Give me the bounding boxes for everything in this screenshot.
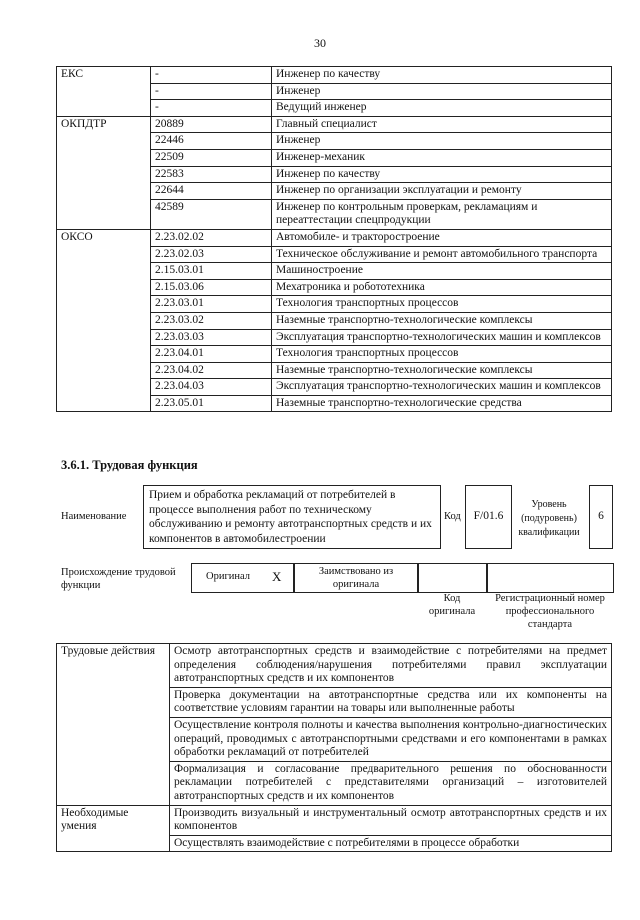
group-title: Технология транспортных процессов — [272, 346, 612, 363]
level-label: Уровень (подуровень) квалификации — [518, 499, 580, 538]
group-code: 22509 — [151, 149, 272, 166]
required-skill: Производить визуальный и инструментальный осмотр автотранспортных средств и их компонентов — [170, 805, 612, 835]
group-code: - — [151, 83, 272, 100]
details-row — [57, 805, 612, 835]
group-code: 2.23.04.03 — [151, 379, 272, 396]
group-title: Наземные транспортно-технологические комплексы — [272, 312, 612, 329]
group-code: 2.23.02.03 — [151, 246, 272, 263]
group-code: - — [151, 67, 272, 84]
group-name: ОКСО — [57, 229, 151, 412]
group-title: Мехатроника и робототехника — [272, 279, 612, 296]
origin-label: Происхождение трудовой функции — [61, 567, 176, 591]
original-label: Оригинал — [206, 571, 250, 582]
group-title: Технология транспортных процессов — [272, 296, 612, 313]
group-code: 22446 — [151, 133, 272, 150]
section-label: Необходимые умения — [57, 805, 170, 852]
name-label: Наименование — [61, 511, 127, 522]
group-title: Наземные транспортно-технологические средства — [272, 395, 612, 412]
group-title: Техническое обслуживание и ремонт автомобильного транспорта — [272, 246, 612, 263]
code-label: Код — [444, 511, 461, 522]
labor-action: Проверка документации на автотранспортные средства или их компоненты на соответствие условиям гарантии на товары или выполненные работы — [170, 687, 612, 717]
origin-original-cell — [191, 563, 295, 593]
labor-action: Осуществление контроля полноты и качества выполнения контрольно-диагностических операций, проводимых с автотранспортными средствами и его компонентами в рамках обработки рекламаций от потребителей — [170, 717, 612, 761]
section-heading: 3.6.1. Трудовая функция — [61, 458, 198, 472]
group-title: Инженер по качеству — [272, 166, 612, 183]
group-code: - — [151, 100, 272, 117]
group-code: 22583 — [151, 166, 272, 183]
group-title: Инженер-механик — [272, 149, 612, 166]
codes-row — [57, 116, 612, 133]
group-title: Главный специалист — [272, 116, 612, 133]
group-title: Автомобиле- и тракторостроение — [272, 229, 612, 246]
level-value-box — [589, 485, 613, 549]
group-code: 2.23.03.03 — [151, 329, 272, 346]
borrowed-label: Заимствовано из оригинала — [318, 566, 394, 590]
level-value: 6 — [598, 510, 604, 522]
origin-borrowed-cell — [293, 563, 419, 593]
group-title: Ведущий инженер — [272, 100, 612, 117]
group-code: 42589 — [151, 199, 272, 229]
group-code: 2.23.03.02 — [151, 312, 272, 329]
group-title: Машиностроение — [272, 263, 612, 280]
origin-code-cell — [417, 563, 488, 593]
group-title: Инженер по организации эксплуатации и ремонту — [272, 183, 612, 200]
group-title: Инженер по качеству — [272, 67, 612, 84]
function-name: Прием и обработка рекламаций от потребителей в процессе выполнения работ по техническому обслуживанию и ремонту автотранспортных средств и их компонентов в автомобилестроении — [149, 489, 432, 545]
group-code: 2.15.03.01 — [151, 263, 272, 280]
group-title: Инженер — [272, 83, 612, 100]
group-title: Эксплуатация транспортно-технологических машин и комплексов — [272, 379, 612, 396]
details-table — [56, 643, 612, 852]
code-value-box — [465, 485, 512, 549]
group-code: 2.23.04.01 — [151, 346, 272, 363]
group-code: 22644 — [151, 183, 272, 200]
group-title: Эксплуатация транспортно-технологических машин и комплексов — [272, 329, 612, 346]
original-mark: X — [272, 569, 282, 584]
reg-caption: Регистрационный номер профессионального стандарта — [495, 593, 605, 630]
group-title: Наземные транспортно-технологические комплексы — [272, 362, 612, 379]
group-name: ОКПДТР — [57, 116, 151, 229]
labor-action: Осмотр автотранспортных средств и взаимодействие с потребителями на предмет определения соблюдения/нарушения потребителями правил эксплуатации автотранспортных средств и их компонентов — [170, 644, 612, 688]
group-code: 2.23.04.02 — [151, 362, 272, 379]
group-code: 2.23.05.01 — [151, 395, 272, 412]
group-name: ЕКС — [57, 67, 151, 117]
group-code: 2.15.03.06 — [151, 279, 272, 296]
page-number: 30 — [314, 36, 326, 50]
code-caption: Код оригинала — [428, 593, 476, 617]
code-value: F/01.6 — [473, 510, 504, 522]
group-code: 20889 — [151, 116, 272, 133]
codes-row — [57, 67, 612, 84]
codes-row — [57, 229, 612, 246]
origin-reg-cell — [486, 563, 614, 593]
function-name-box — [143, 485, 441, 549]
details-row — [57, 644, 612, 688]
labor-action: Формализация и согласование предварительного решения по обоснованности рекламации потребителей с представителями организаций – изготовителей автотранспортных средств и их компонентов — [170, 761, 612, 805]
group-title: Инженер по контрольным проверкам, рекламациям и переаттестации спецпродукции — [272, 199, 612, 229]
section-label: Трудовые действия — [57, 644, 170, 806]
group-code: 2.23.02.02 — [151, 229, 272, 246]
group-title: Инженер — [272, 133, 612, 150]
codes-table — [56, 66, 612, 412]
group-code: 2.23.03.01 — [151, 296, 272, 313]
required-skill: Осуществлять взаимодействие с потребителями в процессе обработки — [170, 835, 612, 852]
